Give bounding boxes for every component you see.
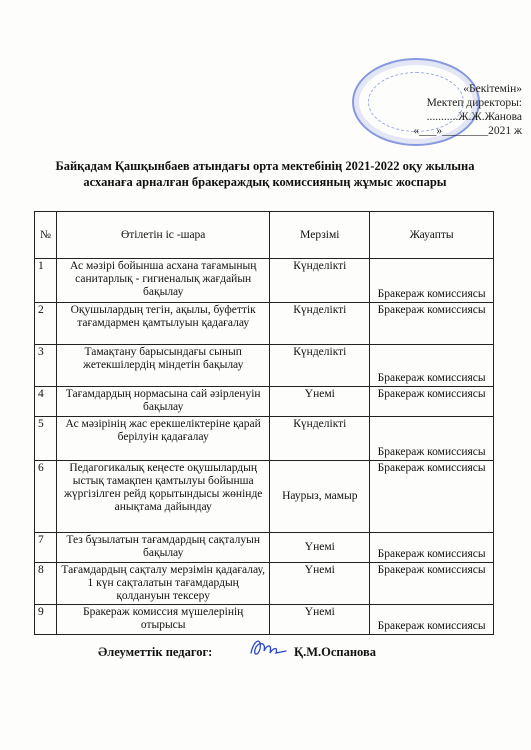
- approval-line-1: «Бекітемін»: [463, 83, 522, 95]
- row-number: 3: [35, 345, 57, 387]
- row-number: 2: [35, 303, 57, 345]
- row-number: 6: [35, 461, 57, 533]
- row-event: Оқушылардың тегін, ақылы, буфеттік тағамдармен қамтылуын қадағалау: [56, 303, 269, 345]
- signature-name: Қ.М.Оспанова: [294, 645, 376, 659]
- row-event: Тағамдардың сақталу мерзімін қадағалау, 1 күн сақталатын тағамдардың қолдануын тексеру: [56, 563, 269, 605]
- row-term: Күнделікті: [270, 303, 370, 345]
- row-number: 1: [35, 259, 57, 303]
- row-responsible: Бракераж комиссиясы: [370, 387, 494, 417]
- row-event: Тамақтану барысындағы сынып жетекшілердің міндетін бақылау: [56, 345, 269, 387]
- header-term: Мерзімі: [270, 212, 370, 259]
- table-row: [35, 563, 494, 605]
- row-responsible: Бракераж комиссиясы: [370, 533, 494, 563]
- row-term: Күнделікті: [270, 417, 370, 461]
- table-row: [35, 387, 494, 417]
- row-event: Тағамдардың нормасына сай әзірленуін бақылау: [56, 387, 269, 417]
- header-number: №: [35, 212, 57, 259]
- row-term: Үнемі: [270, 605, 370, 635]
- table-row: [35, 303, 494, 345]
- row-responsible: Бракераж комиссиясы: [370, 563, 494, 605]
- table-row: [35, 605, 494, 635]
- header-event: Өтілетін іс -шара: [56, 212, 269, 259]
- row-event: Бракераж комиссия мүшелерінің отырысы: [56, 605, 269, 635]
- title-line-1: Байқадам Қашқынбаев атындағы орта мектебінің 2021-2022 оқу жылына: [55, 159, 475, 173]
- row-responsible: Бракераж комиссиясы: [370, 461, 494, 533]
- row-responsible: Бракераж комиссиясы: [370, 345, 494, 387]
- row-term: Күнделікті: [270, 259, 370, 303]
- table-row: [35, 345, 494, 387]
- table-row: [35, 417, 494, 461]
- approval-line-4: «___»________2021 ж: [413, 125, 522, 137]
- approval-line-3: ...........Ж.Ж.Жанова: [426, 111, 522, 123]
- table-row: [35, 259, 494, 303]
- row-number: 4: [35, 387, 57, 417]
- signature-role: Әлеуметтік педагог:: [98, 645, 213, 659]
- approval-block: [362, 82, 522, 138]
- row-responsible: Бракераж комиссиясы: [370, 417, 494, 461]
- table-header-row: [35, 212, 494, 259]
- plan-table: [34, 211, 494, 635]
- row-event: Ас мәзірі бойынша асхана тағамының санитарлық - гигиеналық жағдайын бақылау: [56, 259, 269, 303]
- title-line-2: асханаға арналған бракераждық комиссияның жұмыс жоспары: [83, 175, 447, 189]
- row-responsible: Бракераж комиссиясы: [370, 259, 494, 303]
- row-term: Наурыз, мамыр: [270, 461, 370, 533]
- header-responsible: Жауапты: [370, 212, 494, 259]
- row-responsible: Бракераж комиссиясы: [370, 303, 494, 345]
- table-row: [35, 461, 494, 533]
- row-term: Үнемі: [270, 533, 370, 563]
- document-title: [30, 158, 500, 190]
- row-term: Күнделікті: [270, 345, 370, 387]
- row-event: Тез бұзылатын тағамдардың сақталуын бақылау: [56, 533, 269, 563]
- row-responsible: Бракераж комиссиясы: [370, 605, 494, 635]
- approval-line-2: Мектеп директоры:: [426, 97, 522, 109]
- row-term: Үнемі: [270, 387, 370, 417]
- row-number: 5: [35, 417, 57, 461]
- row-event: Педагогикалық кеңесте оқушылардың ыстық тамақпен қамтылуы бойынша жүргізілген рейд қорытындысы жөнінде анықтама дайындау: [56, 461, 269, 533]
- row-term: Үнемі: [270, 563, 370, 605]
- handwritten-signature-icon: [248, 635, 290, 661]
- row-event: Ас мәзірінің жас ерекшеліктеріне қарай берілуін қадағалау: [56, 417, 269, 461]
- row-number: 7: [35, 533, 57, 563]
- table-row: [35, 533, 494, 563]
- row-number: 9: [35, 605, 57, 635]
- row-number: 8: [35, 563, 57, 605]
